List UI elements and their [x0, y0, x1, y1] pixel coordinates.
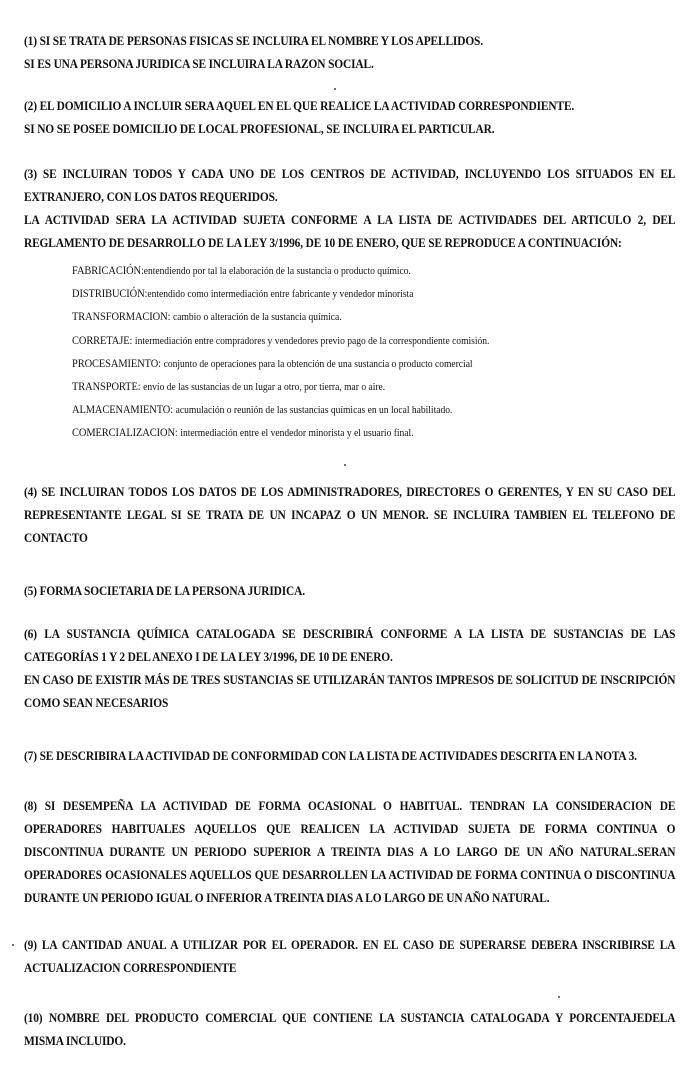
note-6-paragraph-2: EN CASO DE EXISTIR MÁS DE TRES SUSTANCIAS SE UTILIZARÁN TANTOS IMPRESOS DE SOLICITUD DE INSCRIPCIÓN COMO SEAN NECESARIOS [24, 673, 676, 710]
activity-item [72, 422, 489, 445]
note-7 [24, 745, 675, 768]
note-2-line-1: (2) EL DOMICILIO A INCLUIR SERA AQUEL EN EL QUE REALICE LA ACTIVIDAD CORRESPONDIENTE. [24, 99, 575, 113]
note-9-text: (9) LA CANTIDAD ANUAL A UTILIZAR POR EL OPERADOR. EN EL CASO DE SUPERARSE DEBERA INSCRIBIRSE LA ACTUALIZACION CORRESPONDIENTE [24, 938, 676, 975]
activity-item [72, 399, 489, 422]
note-4-text: (4) SE INCLUIRAN TODOS LOS DATOS DE LOS ADMINISTRADORES, DIRECTORES O GERENTES, Y EN SU CASO DEL REPRESENTANTE LEGAL SI SE TRATA DE UN INCAPAZ O UN MENOR. SE INCLUIRA TAMBIEN EL TELEFONO DE CONTACTO [24, 485, 676, 545]
note-1-line-2: SI ES UNA PERSONA JURIDICA SE INCLUIRA LA RAZON SOCIAL. [24, 57, 374, 71]
activity-term: FABRICACIÓN: [72, 264, 144, 277]
activity-description: cambio o alteración de la sustancia química. [172, 312, 342, 324]
activity-item [72, 376, 489, 399]
activity-term: PROCESAMIENTO: [72, 356, 162, 370]
note-2-line-2: SI NO SE POSEE DOMICILIO DE LOCAL PROFESIONAL, SE INCLUIRA EL PARTICULAR. [24, 122, 495, 136]
note-6-paragraph-1: (6) LA SUSTANCIA QUÍMICA CATALOGADA SE DESCRIBIRÁ CONFORME A LA LISTA DE SUSTANCIAS DE LAS CATEGORÍAS 1 Y 2 DEL ANEXO I DE LA LEY 3/1996, DE 10 DE ENERO. [24, 627, 676, 664]
activity-term: COMERCIALIZACION: [72, 426, 178, 440]
note-3-paragraph-1: (3) SE INCLUIRAN TODOS Y CADA UNO DE LOS CENTROS DE ACTIVIDAD, INCLUYENDO LOS SITUADOS EN EL EXTRANJERO, CON LOS DATOS REQUERIDOS. [24, 167, 676, 204]
activity-description: envío de las sustancias de un lugar a otro, por tierra, mar o aire. [143, 382, 386, 394]
note-1-line-1: (1) SI SE TRATA DE PERSONAS FISICAS SE INCLUIRA EL NOMBRE Y LOS APELLIDOS. [24, 34, 483, 48]
scan-speck [558, 996, 560, 998]
note-4 [24, 481, 675, 550]
note-6 [24, 623, 675, 715]
note-5-text: (5) FORMA SOCIETARIA DE LA PERSONA JURIDICA. [24, 584, 305, 598]
activity-description: intermediación entre el vendedor minorista y el usuario final. [180, 428, 414, 440]
note-5 [24, 580, 675, 603]
scan-speck [344, 464, 346, 466]
activity-description: entendido como intermediación entre fabricante y vendedor minorista [147, 289, 414, 301]
activity-description: entendiendo por tal la elaboración de la sustancia o producto químico. [143, 266, 411, 277]
note-10 [24, 1007, 675, 1053]
activity-term: TRANSPORTE: [72, 380, 141, 394]
note-8-text: (8) SI DESEMPEÑA LA ACTIVIDAD DE FORMA OCASIONAL O HABITUAL. TENDRAN LA CONSIDERACION DE OPERADORES HABITUALES AQUELLOS QUE REALICEN LA ACTIVIDAD SUJETA DE FORMA CONTINUA O DISCONTINUA DURANTE UN PERIODO SUPERIOR A TREINTA DIAS A LO LARGO DE UN AÑO NATURAL.SERAN OPERADORES OCASIONALES AQUELLOS QUE DESARROLLEN LA ACTIVIDAD DE FORMA CONTINUA O DISCONTINUA DURANTE UN PERIODO IGUAL O INFERIOR A TREINTA DIAS A LO LARGO DE UN AÑO NATURAL. [24, 799, 676, 905]
note-9 [24, 934, 675, 980]
note-3 [24, 163, 675, 255]
activity-item [72, 353, 489, 376]
note-10-text: (10) NOMBRE DEL PRODUCTO COMERCIAL QUE CONTIENE LA SUSTANCIA CATALOGADA Y PORCENTAJEDELA MISMA INCLUIDO. [24, 1011, 676, 1048]
scan-speck [334, 88, 336, 90]
activity-term: DISTRIBUCIÓN: [72, 287, 148, 301]
activity-term: ALMACENAMIENTO: [72, 403, 174, 417]
activity-description: intermediación entre compradores y vendedores previo pago de la correspondiente comisión. [134, 335, 490, 347]
activity-term: TRANSFORMACION: [72, 310, 171, 324]
activity-item [72, 330, 489, 353]
note-3-paragraph-2: LA ACTIVIDAD SERA LA ACTIVIDAD SUJETA CONFORME A LA LISTA DE ACTIVIDADES DEL ARTICULO 2, DEL REGLAMENTO DE DESARROLLO DE LA LEY 3/1996, DE 10 DE ENERO, QUE SE REPRODUCE A CONTINUACIÓN: [24, 213, 676, 250]
activity-description: acumulación o reunión de las sustancias químicas en un local habilitado. [175, 405, 453, 417]
activity-item [72, 306, 489, 329]
note-7-text: (7) SE DESCRIBIRA LA ACTIVIDAD DE CONFORMIDAD CON LA LISTA DE ACTIVIDADES DESCRITA EN LA NOTA 3. [24, 749, 637, 763]
activity-list [72, 260, 489, 446]
activity-term: CORRETAJE: [72, 333, 133, 347]
activity-description: conjunto de operaciones para la obtención de una sustancia o producto comercial [163, 358, 473, 370]
note-2 [24, 95, 675, 141]
note-1 [24, 30, 675, 76]
activity-item [72, 283, 489, 306]
activity-item [72, 260, 489, 283]
scan-speck [12, 944, 14, 946]
note-8 [24, 795, 675, 910]
